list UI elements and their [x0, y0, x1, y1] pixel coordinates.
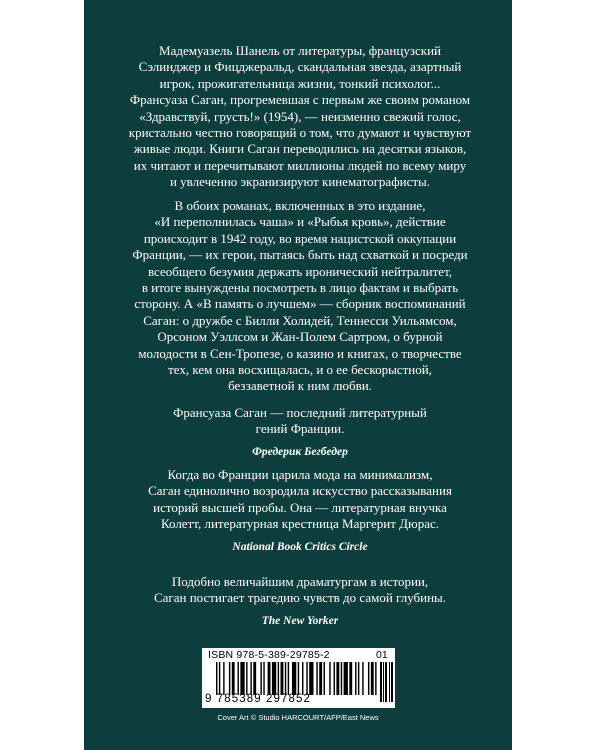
text-line: Сэлинджер и Фицджеральд, скандальная звезда, азартный — [138, 59, 462, 75]
text-line: и увлеченно экранизируют кинематографисты. — [169, 174, 431, 190]
quote-text — [122, 574, 478, 607]
text-line: Мадемуазель Шанель от литературы, французский — [159, 43, 441, 58]
text-line: всеобщего безумия держать иронический нейтралитет, — [147, 263, 453, 279]
text-line: их читают и перечитывают миллионы людей по всему миру — [133, 157, 467, 173]
quote-text — [122, 467, 478, 533]
text-line: Орсоном Уэллсом и Жан-Полем Сартром, о бурной — [157, 329, 443, 345]
review-quote-3 — [122, 574, 478, 629]
description-paragraph-1 — [122, 43, 478, 191]
text-line: тех, кем она восхищалась, и о ее бескорыстной, — [168, 362, 432, 378]
isbn-barcode — [202, 648, 395, 708]
text-line: Франсуаза Саган — последний литературный — [173, 405, 427, 420]
text-line: Саган постигает трагедию чувств до самой глубины. — [153, 590, 447, 606]
quote-attribution: The New Yorker — [261, 614, 339, 627]
quote-attribution: Фредерик Бегбедер — [252, 445, 348, 458]
barcode-addon-bars — [380, 662, 394, 702]
text-line: живые люди. Книги Саган переводились на десятки языков, — [133, 141, 467, 157]
text-line: беззаветной к ним любви. — [228, 378, 372, 394]
barcode-bars — [216, 662, 378, 695]
text-line: в итоге вынуждены посмотреть в лицо фактам и выбрать — [141, 280, 459, 296]
cover-art-credit: Cover Art © Studio HARCOURT/AFP/East News — [217, 713, 379, 722]
text-line: Саган единолично возродила искусство рассказывания — [148, 483, 452, 499]
text-line: Колетт, литературная крестница Маргерит Дюрас. — [160, 516, 440, 532]
text-line: историй высшей пробы. Она — литературная внучка — [153, 499, 447, 515]
text-line: молодости в Сен-Тропезе, о казино и книгах, о творчестве — [138, 345, 462, 361]
text-line: Когда во Франции царила мода на минимализм, — [167, 467, 433, 482]
text-line: игрок, прожигательница жизни, тонкий психолог... — [159, 75, 441, 91]
text-line: Франции, — их герои, пытаясь быть над схваткой и посреди — [132, 247, 468, 263]
text-line: Франсуаза Саган, прогремевшая с первым же своим романом — [129, 92, 471, 108]
barcode-digits: 9 785389 297852 — [205, 693, 312, 705]
text-line: гений Франции. — [255, 421, 345, 437]
text-line: кристально честно говорящий о том, что думают и чувствуют — [128, 125, 472, 141]
text-line: «И переполнилась чаша» и «Рыбья кровь», действие — [154, 214, 446, 230]
review-quote-2 — [122, 467, 478, 555]
text-line: сторону. А «В память о лучшем» — сборник воспоминаний — [134, 296, 466, 312]
quote-text — [122, 405, 478, 438]
text-line: Саган: о дружбе с Билли Холидей, Теннесси Уильямсом, — [143, 312, 457, 328]
text-line: происходит в 1942 году, во время нацистской оккупации — [143, 230, 457, 246]
review-quote-1 — [122, 405, 478, 460]
text-line: Подобно величайшим драматургам в истории, — [171, 574, 429, 589]
description-paragraph-2 — [122, 198, 478, 395]
back-cover — [84, 0, 512, 750]
isbn-label: ISBN 978-5-389-29785-2 — [208, 649, 330, 661]
quote-attribution: National Book Critics Circle — [232, 540, 368, 553]
price-code: 01 — [376, 649, 388, 661]
text-line: В обоих романах, включенных в это издание, — [174, 198, 426, 213]
text-line: «Здравствуй, грусть!» (1954), — неизменно свежий голос, — [139, 108, 461, 124]
